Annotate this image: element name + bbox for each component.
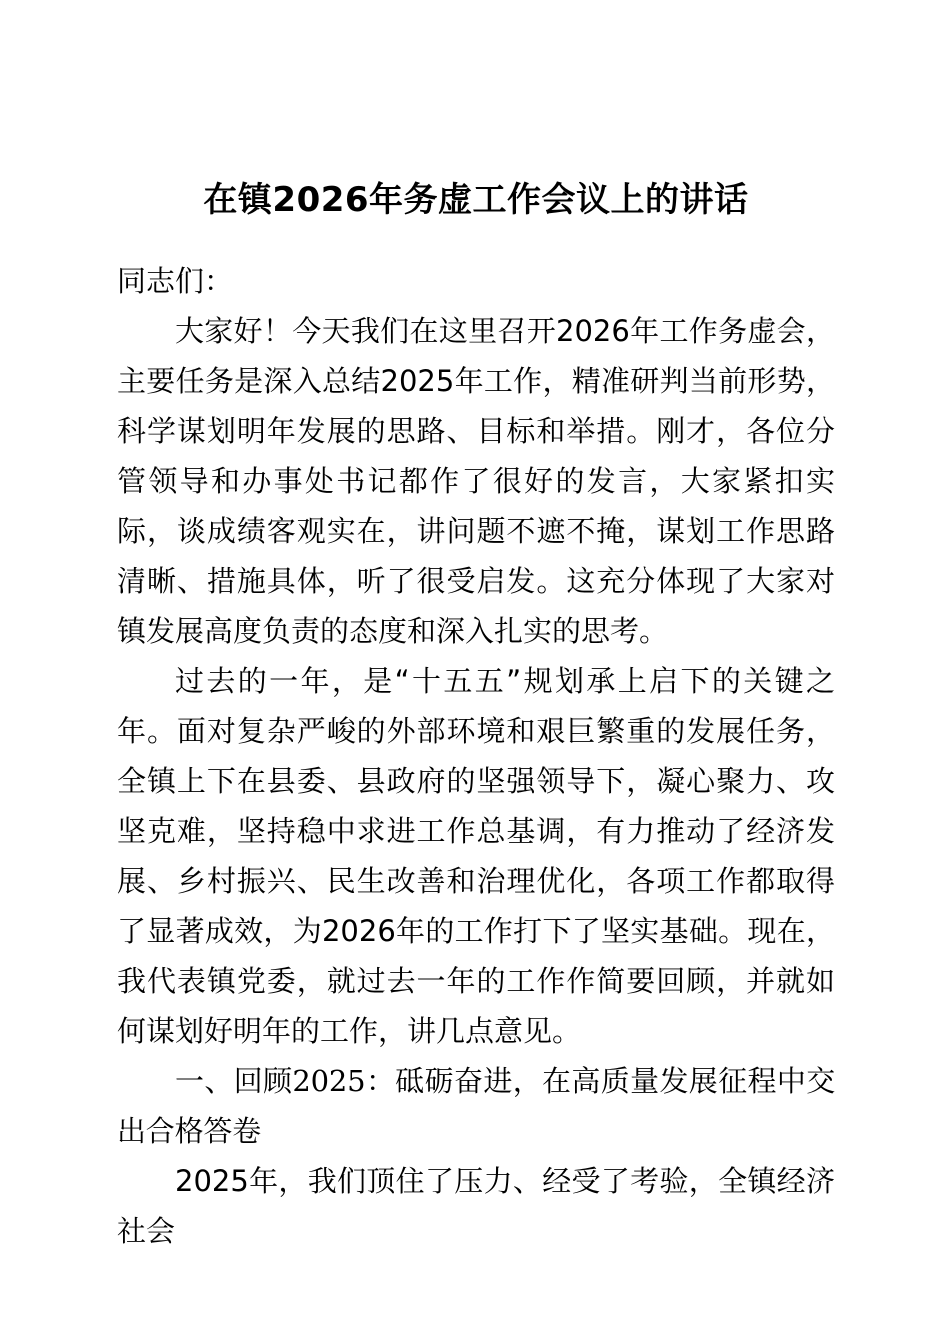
page-title: 在镇2026年务虚工作会议上的讲话 xyxy=(203,180,749,220)
section-heading-1: 一、回顾2025：砥砺奋进，在高质量发展征程中交出合格答卷 xyxy=(117,1064,835,1148)
salutation-line: 同志们： xyxy=(117,264,234,298)
body-paragraph-2: 过去的一年，是“十五五”规划承上启下的关键之年。面对复杂严峻的外部环境和艰巨繁重的发展任务，全镇上下在县委、县政府的坚强领导下，凝心聚力、攻坚克难，坚持稳中求进工作总基调，有力推动了经济发展、乡村振兴、民生改善和治理优化，各项工作都取得了显著成效，为2026年的工作打下了坚实基础。现在，我代表镇党委，就过去一年的工作作简要回顾，并就如何谋划好明年的工作，讲几点意见。 xyxy=(117,664,835,1048)
body-paragraph-3: 2025年，我们顶住了压力、经受了考验，全镇经济社会 xyxy=(117,1164,835,1248)
document-content-column xyxy=(117,0,835,1256)
body-paragraph-1: 大家好！今天我们在这里召开2026年工作务虚会，主要任务是深入总结2025年工作，精准研判当前形势，科学谋划明年发展的思路、目标和举措。刚才，各位分管领导和办事处书记都作了很好的发言，大家紧扣实际，谈成绩客观实在，讲问题不遮不掩，谋划工作思路清晰、措施具体，听了很受启发。这充分体现了大家对镇发展高度负责的态度和深入扎实的思考。 xyxy=(117,314,835,648)
